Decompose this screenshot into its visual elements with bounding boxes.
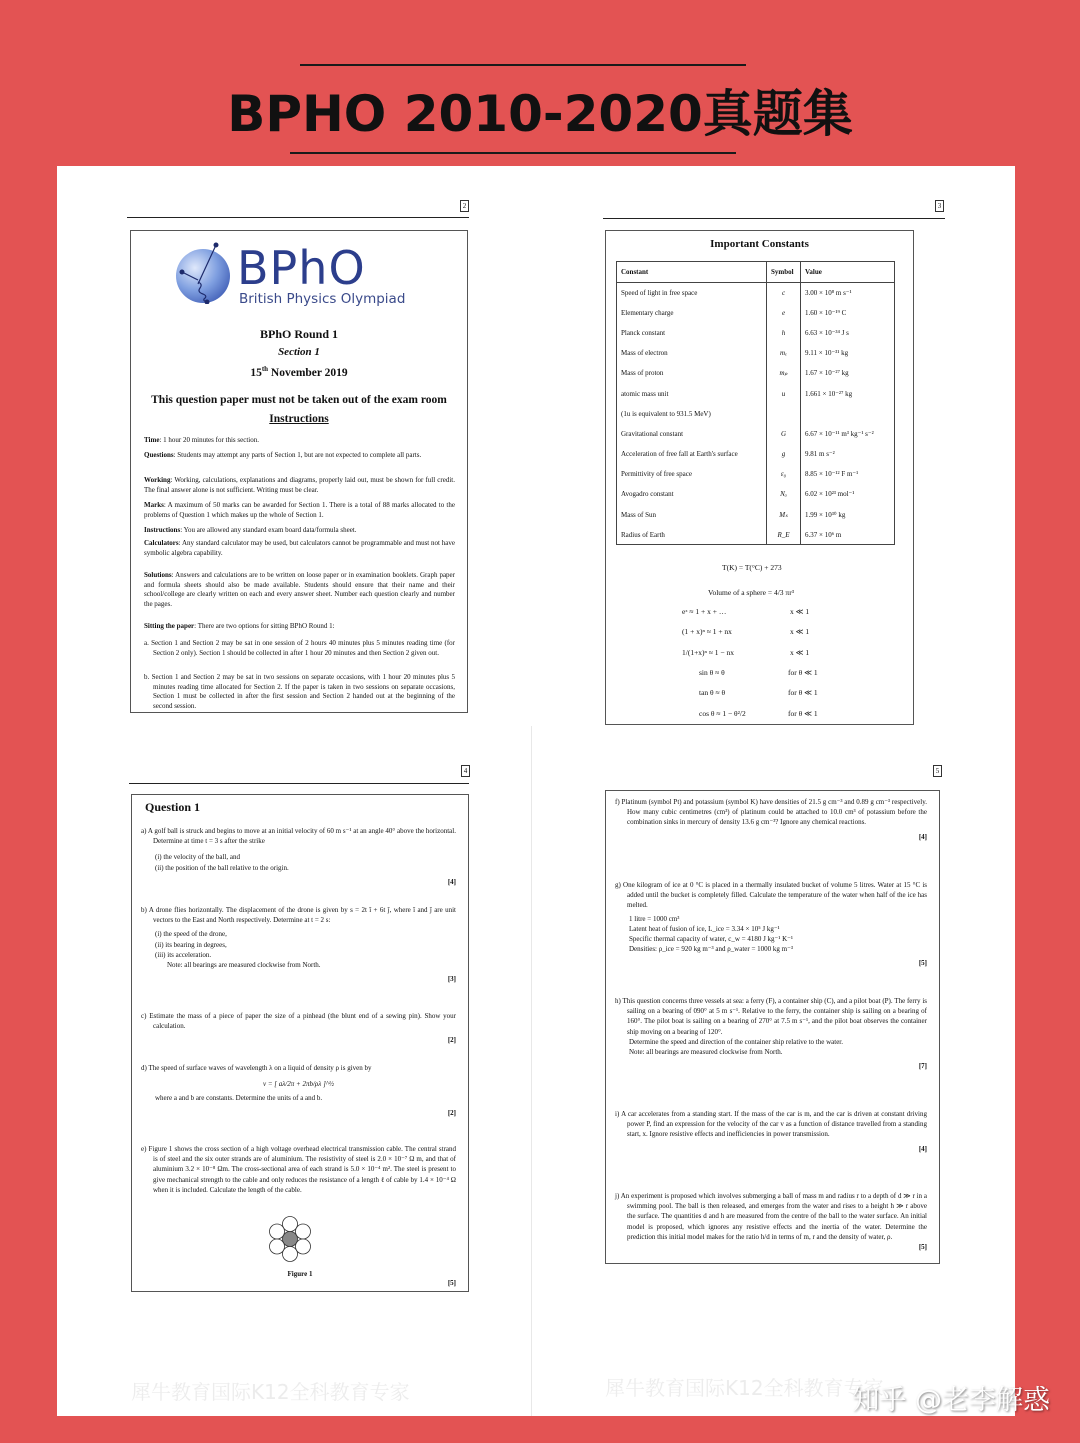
constant-name: Mass of electron xyxy=(617,343,767,363)
constant-row xyxy=(617,343,895,363)
col-symbol: Symbol xyxy=(767,262,801,283)
constant-symbol: R_E xyxy=(767,525,801,545)
constant-row xyxy=(617,505,895,525)
question-d: d) The speed of surface waves of wavelength λ on a liquid of density ρ is given by v = [ aλ/2π + 2πb/ρλ ]^½ where a and b are constants. Determine the units of a and b. [2] xyxy=(141,1064,456,1117)
constants-rows xyxy=(617,283,895,545)
constant-symbol: g xyxy=(767,444,801,464)
approximation-expression: tan θ ≈ θ xyxy=(699,688,726,698)
constant-symbol xyxy=(767,404,801,424)
constant-symbol: ε₀ xyxy=(767,464,801,484)
constant-name: Permittivity of free space xyxy=(617,464,767,484)
cable-cross-section-figure xyxy=(265,1213,315,1265)
constant-value: 9.11 × 10⁻³¹ kg xyxy=(801,343,895,363)
wave-equation: v = [ aλ/2π + 2πb/ρλ ]^½ xyxy=(262,1080,335,1089)
exam-date: 15th November 2019 xyxy=(250,365,348,379)
instructions-heading: Instructions xyxy=(269,413,329,425)
constant-value: 1.60 × 10⁻¹⁹ C xyxy=(801,303,895,323)
instruction-solutions: Solutions: Answers and calculations are to be written on loose paper or in examination booklets. Graph paper and formula sheets should also be made available. Students should ensure that their name and their school/college are clearly written on each and every answer sheet. Number each question clearly and number the pages. xyxy=(144,571,455,608)
constant-value xyxy=(801,404,895,424)
approximation-expression: 1/(1+x)ⁿ ≈ 1 − nx xyxy=(682,647,735,657)
question-page-1 xyxy=(131,794,469,1292)
question-f: f) Platinum (symbol Pt) and potassium (symbol K) have densities of 21.5 g cm⁻³ and 0.89 g cm⁻³ respectively. How many cubic centimetres (cm³) of platinum could be attached to 10.0 cm³ of potassium before the combination sinks in mercury of density 13.6 g cm⁻³? Ignore any chemical reactions. [4] xyxy=(615,798,927,841)
zhihu-watermark: 知乎 @老李解惑 xyxy=(852,1385,1050,1416)
page-number: 3 xyxy=(935,200,944,212)
constant-value: 6.67 × 10⁻¹¹ m³ kg⁻¹ s⁻² xyxy=(801,424,895,444)
watermark-right: 犀牛教育国际K12全科教育专家 xyxy=(605,1376,884,1400)
sitting-option-a: a. Section 1 and Section 2 may be sat in one session of 2 hours 40 minutes plus 5 minutes reading time (for Section 2 only). Section 1 should be collected in after 1 hour 20 minutes and then Section 2 given out. xyxy=(144,639,455,657)
logo-subtitle: British Physics Olympiad xyxy=(239,291,406,307)
question-b: b) A drone flies horizontally. The displacement of the drone is given by s = 2t î + 6t ĵ, where î and ĵ are unit vectors to the East and North respectively. Determine at t = 2 s: (i) the speed of the drone, (ii) its bearing in degrees, (iii) its acceleration. Note: all bearings are measured clockwise from North. [3] xyxy=(141,906,456,984)
banner-bottom-rule xyxy=(290,152,736,154)
marks-badge: [2] xyxy=(447,1036,456,1045)
approximation-expression: sin θ ≈ θ xyxy=(699,667,725,677)
constant-symbol: mₚ xyxy=(767,363,801,383)
question-e: e) Figure 1 shows the cross section of a high voltage overhead electrical transmission cable. The central strand is of steel and the six outer strands are of aluminium. The resistivity of steel is 2.0 × 10⁻⁷ Ω m, and that of aluminium 3.2 × 10⁻⁸ Ωm. The cross-sectional area of each strand is 5.0 × 10⁻⁴ m². The steel is present to give mechanical strength to the cable and only reduces the resistance of a length ℓ of cable by 1.4 × 10⁻⁴ Ω when it is included. Calculate the length of the cable. xyxy=(141,1145,457,1194)
marks-badge: [7] xyxy=(918,1062,927,1071)
approximation-condition: for θ ≪ 1 xyxy=(788,708,818,718)
figure-caption: Figure 1 xyxy=(287,1270,313,1278)
constant-name: Mass of proton xyxy=(617,363,767,383)
banner-top-rule xyxy=(300,64,746,66)
question-i: i) A car accelerates from a standing start. If the mass of the car is m, and the car is driven at constant driving power P, find an expression for the velocity of the car v as a function of distance travelled from a standing start, x. Ignore resistive effects and inefficiencies in power transmission. [4] xyxy=(615,1110,927,1153)
question-h: h) This question concerns three vessels at sea: a ferry (F), a container ship (C), and a pilot boat (P). The ferry is sailing on a bearing of 090° at 5 m s⁻¹. Relative to the ferry, the container ship is sailing on a bearing of 160°. The pilot boat is sailing on a bearing of 270° at 7.5 m s⁻¹, and the pilot boat observes the container ship moving on a bearing of 120°. Determine the speed and direction of the container ship relative to the water. Note: all bearings are measured clockwise from North. [7] xyxy=(615,997,927,1071)
marks-badge: [4] xyxy=(918,832,927,841)
marks-badge: [3] xyxy=(447,975,456,984)
constant-row xyxy=(617,464,895,484)
marks-badge: [5] xyxy=(918,1243,927,1252)
instruction-time: Time: 1 hour 20 minutes for this section. xyxy=(144,436,259,444)
marks-badge: [4] xyxy=(447,877,456,886)
constant-row xyxy=(617,484,895,504)
constant-value: 6.63 × 10⁻³⁴ J s xyxy=(801,323,895,343)
approximation-condition: for θ ≪ 1 xyxy=(788,667,818,677)
banner-title: BPHO 2010-2020真题集 xyxy=(227,85,853,143)
instruction-data-sheet: Instructions: You are allowed any standard exam board data/formula sheet. xyxy=(144,526,357,534)
watermark-left: 犀牛教育国际K12全科教育专家 xyxy=(131,1380,410,1404)
constants-title: Important Constants xyxy=(710,238,809,250)
instruction-marks: Marks: A maximum of 50 marks can be awarded for Section 1. There is a total of 88 marks allocated to the problems of Question 1 which makes up the whole of Section 1. xyxy=(144,501,455,519)
constant-name: Elementary charge xyxy=(617,303,767,323)
constant-symbol: G xyxy=(767,424,801,444)
instruction-working: Working: Working, calculations, explanations and diagrams, properly laid out, must be shown for full credit. The final answer alone is not sufficient. Writing must be clear. xyxy=(144,476,455,494)
approximation-condition: x ≪ 1 xyxy=(790,627,810,637)
bpho-logo xyxy=(173,234,433,309)
constant-symbol: Nₐ xyxy=(767,484,801,504)
constant-value: 1.99 × 10³⁰ kg xyxy=(801,505,895,525)
question-a: a) A golf ball is struck and begins to move at an initial velocity of 60 m s⁻¹ at an angle 40° above the horizontal. Determine at time t = 3 s after the strike (i) the velocity of the ball, and (ii) the position of the ball relative to the origin. [4] xyxy=(141,827,456,886)
question-g: g) One kilogram of ice at 0 °C is placed in a thermally insulated bucket of volume 5 litres. Water at 15 °C is added until the bucket is completely filled. Calculate the temperature of the water when half of the ice has melted. 1 litre = 1000 cm³ Latent heat of fusion of ice, L_ice = 3.34 × 10⁵ J kg⁻¹ Specific thermal capacity of water, c_w = 4180 J kg⁻¹ K⁻¹ Densities: ρ_ice = 920 kg m⁻³ and ρ_water = 1000 kg m⁻³ [5] xyxy=(615,881,928,968)
formula-sphere: Volume of a sphere = 4/3 πr³ xyxy=(708,588,794,597)
approximation-expression: cos θ ≈ 1 − θ²/2 xyxy=(699,708,746,718)
constant-value: 6.37 × 10⁶ m xyxy=(801,525,895,545)
header-rule xyxy=(603,218,945,219)
question-page-2 xyxy=(605,790,940,1264)
constant-name: Radius of Earth xyxy=(617,525,767,545)
bpho-sphere-icon xyxy=(173,242,235,304)
cover-page xyxy=(130,230,468,713)
constant-row xyxy=(617,444,895,464)
approximation-condition: x ≪ 1 xyxy=(790,647,810,657)
constants-page xyxy=(605,230,914,725)
constant-row xyxy=(617,404,895,424)
header-rule xyxy=(129,783,469,784)
constant-name: Planck constant xyxy=(617,323,767,343)
constant-symbol: mₑ xyxy=(767,343,801,363)
constant-value: 6.02 × 10²³ mol⁻¹ xyxy=(801,484,895,504)
header-rule xyxy=(127,217,469,218)
col-value: Value xyxy=(801,262,895,283)
marks-badge: [5] xyxy=(447,1279,456,1287)
logo-title: BPhO xyxy=(237,241,366,295)
constant-row xyxy=(617,424,895,444)
constant-name: (1u is equivalent to 931.5 MeV) xyxy=(617,404,767,424)
instruction-sitting: Sitting the paper: There are two options for sitting BPhO Round 1: xyxy=(144,622,335,630)
constant-symbol: u xyxy=(767,383,801,403)
approximation-condition: for θ ≪ 1 xyxy=(788,688,818,698)
approximation-condition: x ≪ 1 xyxy=(790,607,810,616)
constant-name: Speed of light in free space xyxy=(617,283,767,303)
constant-name: Avogadro constant xyxy=(617,484,767,504)
constant-row xyxy=(617,283,895,303)
instruction-questions: Questions: Students may attempt any parts of Section 1, but are not expected to complete all parts. xyxy=(144,451,422,459)
instruction-calculators: Calculators: Any standard calculator may be used, but calculators cannot be programmable and must not have symbolic algebra capability. xyxy=(144,539,455,557)
constant-row xyxy=(617,525,895,545)
constant-value: 9.81 m s⁻² xyxy=(801,444,895,464)
page-divider xyxy=(531,726,532,1416)
constant-row xyxy=(617,383,895,403)
exam-notice: This question paper must not be taken out of the exam room xyxy=(151,394,447,406)
constant-value: 8.85 × 10⁻¹² F m⁻¹ xyxy=(801,464,895,484)
constant-row xyxy=(617,303,895,323)
constant-value: 1.67 × 10⁻²⁷ kg xyxy=(801,363,895,383)
marks-badge: [2] xyxy=(447,1108,456,1117)
page-number: 5 xyxy=(933,765,942,777)
constant-symbol: Mₛ xyxy=(767,505,801,525)
constant-name: Mass of Sun xyxy=(617,505,767,525)
col-constant: Constant xyxy=(617,262,767,283)
constant-symbol: h xyxy=(767,323,801,343)
sitting-option-b: b. Section 1 and Section 2 may be sat in two sessions on separate occasions, with 1 hour 20 minutes plus 5 minutes reading time allocated for Section 2. If the paper is taken in two sessions on separate occasions, Section 1 must be collected in after the first session and Section 2 handed out at the beginning of the second session. xyxy=(144,673,455,710)
constant-name: Acceleration of free fall at Earth's surface xyxy=(617,444,767,464)
constant-name: atomic mass unit xyxy=(617,383,767,403)
constant-name: Gravitational constant xyxy=(617,424,767,444)
formula-temperature: T(K) = T(°C) + 273 xyxy=(722,563,782,572)
constant-row xyxy=(617,363,895,383)
constant-symbol: c xyxy=(767,283,801,303)
constant-symbol: e xyxy=(767,303,801,323)
constant-value: 1.661 × 10⁻²⁷ kg xyxy=(801,383,895,403)
document-sheet xyxy=(57,166,1015,1416)
page-number: 4 xyxy=(461,765,470,777)
constants-table xyxy=(616,261,895,545)
approximation-expression: (1 + x)ⁿ ≈ 1 + nx xyxy=(682,627,732,637)
constant-value: 3.00 × 10⁸ m s⁻¹ xyxy=(801,283,895,303)
question-title: Question 1 xyxy=(145,800,201,814)
marks-badge: [5] xyxy=(918,959,927,968)
approximation-expression: eˣ ≈ 1 + x + … xyxy=(682,607,727,616)
constant-row xyxy=(617,323,895,343)
page-number: 2 xyxy=(460,200,469,212)
marks-badge: [4] xyxy=(918,1144,927,1153)
exam-section: Section 1 xyxy=(278,346,320,358)
question-c: c) Estimate the mass of a piece of paper the size of a pinhead (the blunt end of a sewing pin). Show your calculation. [2] xyxy=(141,1012,457,1045)
question-j: j) An experiment is proposed which involves submerging a ball of mass m and radius r to a depth of d ≫ r in a swimming pool. The ball is then released, and emerges from the water and rises to a height h ≫ r above the surface. The quantities d and h are measured from the centre of the ball to the water surface. An initial model is proposed, which ignores any resistive effects and the inertia of the water. Determine the prediction this initial model makes for the ratio h/d in terms of m, r and the density of water, ρ. [5] xyxy=(615,1192,927,1252)
exam-heading: BPhO Round 1 xyxy=(259,327,339,341)
